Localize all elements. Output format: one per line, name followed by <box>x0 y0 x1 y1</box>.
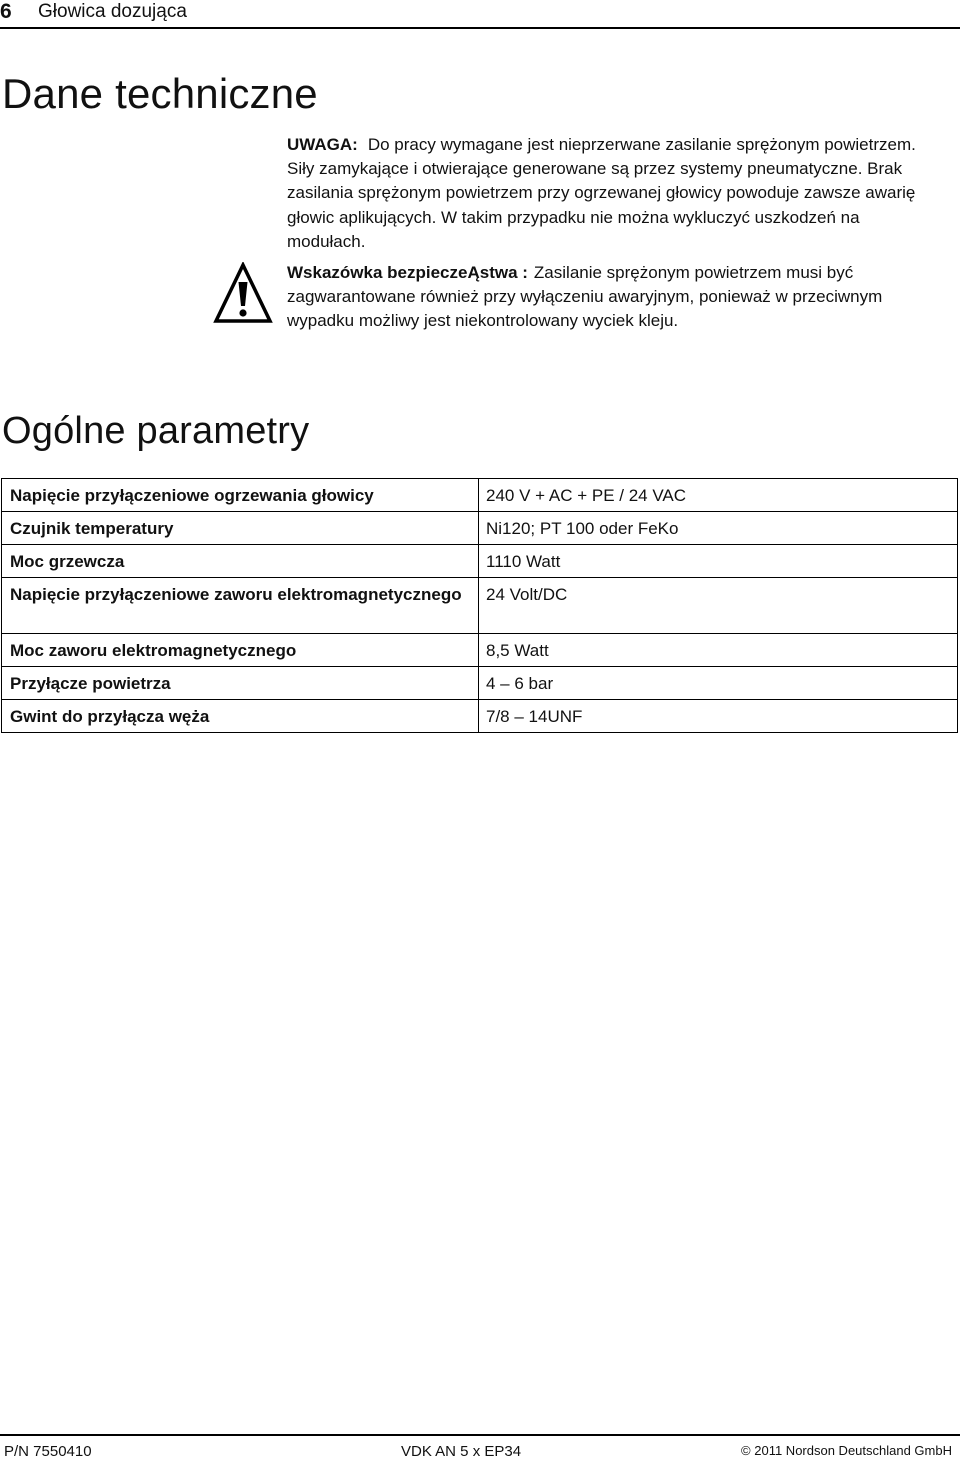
table-row <box>2 634 958 667</box>
param-value: 8,5 Watt <box>479 634 958 667</box>
section-title-technical: Dane techniczne <box>2 70 318 117</box>
param-value: 24 Volt/DC <box>479 578 958 634</box>
param-label: Napięcie przyłączeniowe ogrzewania głowicy <box>2 479 479 512</box>
param-label: Moc zaworu elektromagnetycznego <box>2 634 479 667</box>
part-number: P/N 7550410 <box>4 1443 92 1460</box>
param-value: 7/8 – 14UNF <box>479 700 958 733</box>
header-divider <box>0 27 960 29</box>
page-number: 6 <box>0 0 12 23</box>
param-label: Napięcie przyłączeniowe zaworu elektromagnetycznego <box>2 578 479 634</box>
table-row <box>2 667 958 700</box>
page-header <box>0 0 960 28</box>
safety-note <box>287 261 937 334</box>
table-row <box>2 700 958 733</box>
param-value: 1110 Watt <box>479 545 958 578</box>
safety-text: Zasilanie sprężonym powietrzem musi być zagwarantowane również przy wyłączeniu awaryjnym, ponieważ w przeciwnym wypadku możliwy jest niekontrolowany wyciek kleju. <box>287 263 883 331</box>
param-value: 4 – 6 bar <box>479 667 958 700</box>
copyright: © 2011 Nordson Deutschland GmbH <box>741 1443 952 1458</box>
param-value: 240 V + AC + PE / 24 VAC <box>479 479 958 512</box>
section-title-general: Ogólne parametry <box>2 410 310 452</box>
param-value: Ni120; PT 100 oder FeKo <box>479 512 958 545</box>
page-footer <box>0 1440 960 1464</box>
table-row <box>2 479 958 512</box>
param-label: Gwint do przyłącza węża <box>2 700 479 733</box>
model-name: VDK AN 5 x EP34 <box>401 1443 522 1460</box>
param-label: Przyłącze powietrza <box>2 667 479 700</box>
safety-label: Wskazówka bezpieczeĄstwa : <box>287 263 528 282</box>
table-row <box>2 545 958 578</box>
footer-divider <box>0 1434 960 1436</box>
header-title: Głowica dozująca <box>38 1 187 22</box>
attention-note <box>287 133 937 254</box>
parameters-table <box>1 478 958 733</box>
param-label: Czujnik temperatury <box>2 512 479 545</box>
attention-label: UWAGA: <box>287 135 358 154</box>
table-row <box>2 512 958 545</box>
param-label: Moc grzewcza <box>2 545 479 578</box>
table-row <box>2 578 958 634</box>
attention-text: Do pracy wymagane jest nieprzerwane zasilanie sprężonym powietrzem. Siły zamykające i otwierające generowane są przez systemy pneumatyczne. Brak zasilania sprężonym powietrzem przy ogrzewanej głowicy powoduje zawsze awarię głowic aplikujących. W takim przypadku nie można wykluczyć uszkodzeń na modułach. <box>287 135 916 251</box>
warning-triangle-icon <box>213 262 273 324</box>
